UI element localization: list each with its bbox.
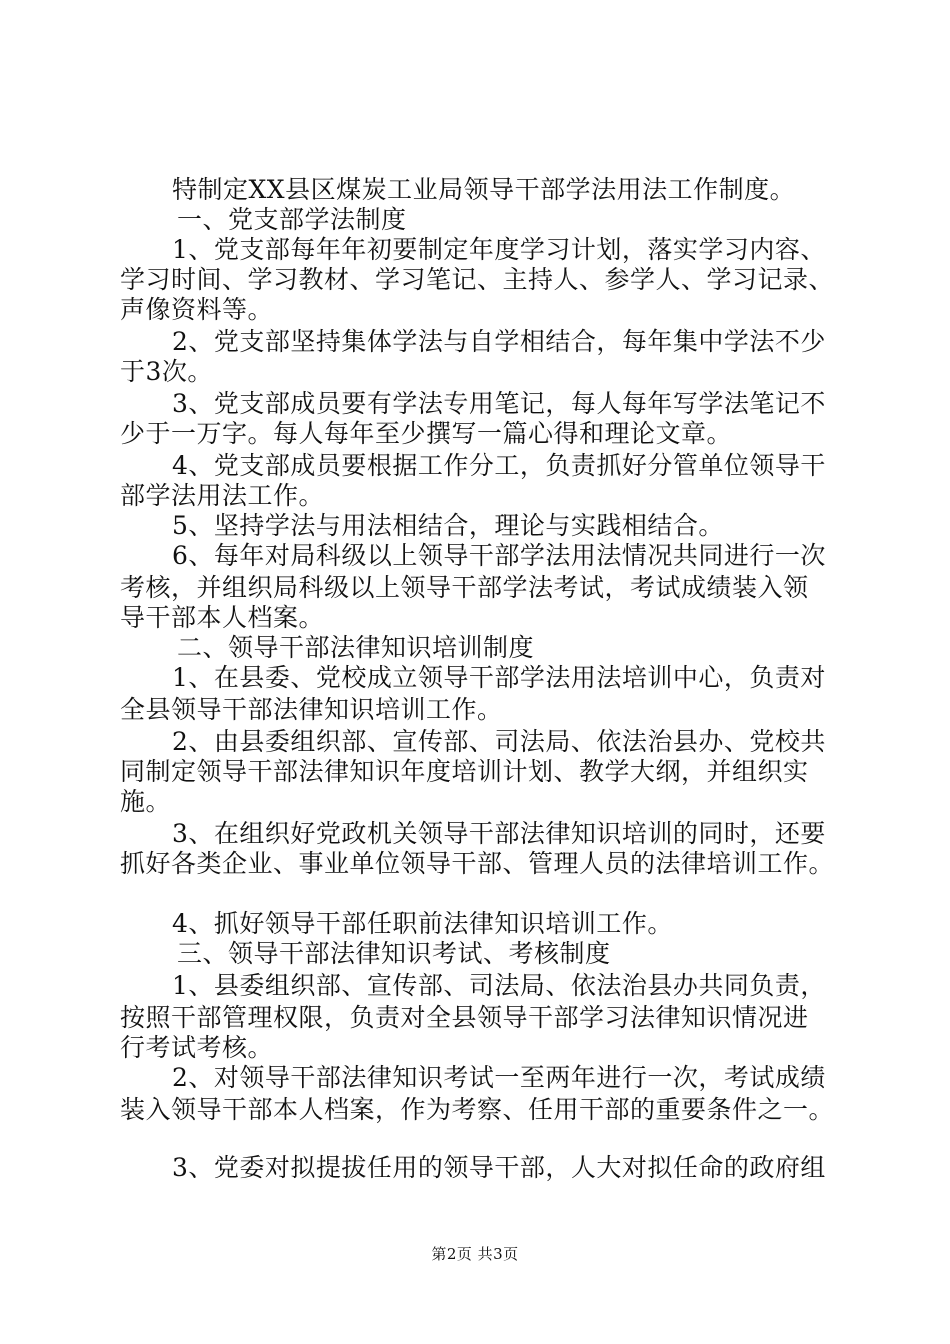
text-line: 1、县委组织部、宣传部、司法局、依法治县办共同负责， <box>172 971 826 1000</box>
text-line: 装入领导干部本人档案，作为考察、任用干部的重要条件之一。 <box>120 1095 835 1124</box>
text-line: 2、党支部坚持集体学法与自学相结合，每年集中学法不少 <box>172 327 826 356</box>
text-line: 导干部本人档案。 <box>120 603 325 632</box>
text-line: 4、党支部成员要根据工作分工，负责抓好分管单位领导干 <box>172 451 826 480</box>
section-heading: 三、领导干部法律知识考试、考核制度 <box>177 939 611 968</box>
text-line: 3、党支部成员要有学法专用笔记，每人每年写学法笔记不 <box>172 389 826 418</box>
text-line: 4、抓好领导干部任职前法律知识培训工作。 <box>172 909 673 938</box>
text-line: 特制定XX县区煤炭工业局领导干部学法用法工作制度。 <box>172 175 796 204</box>
text-line: 学习时间、学习教材、学习笔记、主持人、参学人、学习记录、 <box>120 265 835 294</box>
text-line: 3、党委对拟提拔任用的领导干部，人大对拟任命的政府组 <box>172 1153 826 1182</box>
text-line: 3、在组织好党政机关领导干部法律知识培训的同时，还要 <box>172 819 826 848</box>
text-line: 同制定领导干部法律知识年度培训计划、教学大纲，并组织实 <box>120 757 809 786</box>
text-line: 部学法用法工作。 <box>120 481 325 510</box>
text-line: 按照干部管理权限，负责对全县领导干部学习法律知识情况进 <box>120 1003 809 1032</box>
text-line: 少于一万字。每人每年至少撰写一篇心得和理论文章。 <box>120 419 733 448</box>
text-line: 声像资料等。 <box>120 295 274 324</box>
section-heading: 一、党支部学法制度 <box>177 205 407 234</box>
section-heading: 二、领导干部法律知识培训制度 <box>177 633 535 662</box>
text-line: 1、党支部每年年初要制定年度学习计划，落实学习内容、 <box>172 235 826 264</box>
text-line: 2、对领导干部法律知识考试一至两年进行一次，考试成绩 <box>172 1063 826 1092</box>
text-line: 施。 <box>120 787 172 816</box>
text-line: 抓好各类企业、事业单位领导干部、管理人员的法律培训工作。 <box>120 849 835 878</box>
text-line: 考核，并组织局科级以上领导干部学法考试，考试成绩装入领 <box>120 573 809 602</box>
text-line: 6、每年对局科级以上领导干部学法用法情况共同进行一次 <box>172 541 826 570</box>
page-number-footer: 第2页 共3页 <box>431 1245 519 1263</box>
text-line: 行考试考核。 <box>120 1033 274 1062</box>
text-line: 2、由县委组织部、宣传部、司法局、依法治县办、党校共 <box>172 727 826 756</box>
text-line: 全县领导干部法律知识培训工作。 <box>120 695 503 724</box>
text-line: 于3次。 <box>120 357 213 386</box>
text-line: 5、坚持学法与用法相结合，理论与实践相结合。 <box>172 511 724 540</box>
text-line: 1、在县委、党校成立领导干部学法用法培训中心，负责对 <box>172 663 826 692</box>
